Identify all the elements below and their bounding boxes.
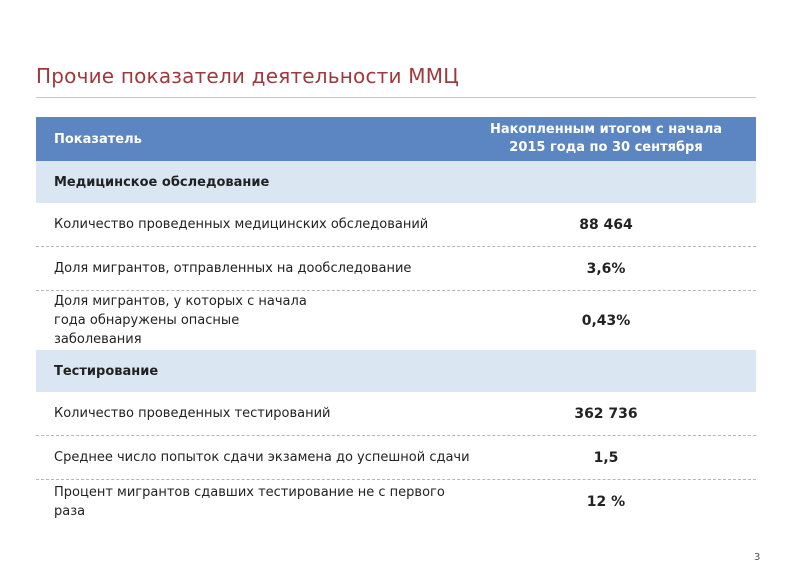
row-value: 88 464 <box>579 216 633 233</box>
table-row <box>36 392 756 436</box>
row-value: 1,5 <box>593 449 619 466</box>
header-indicator: Показатель <box>54 131 142 147</box>
table-row <box>36 480 756 523</box>
row-label: Количество проведенных медицинских обследований <box>54 217 429 232</box>
page-number: 3 <box>754 552 761 563</box>
row-value: 362 736 <box>574 405 638 422</box>
row-label: Количество проведенных тестирований <box>54 406 331 421</box>
header-cumulative: Накопленным итогом с начала 2015 года по 30 сентября <box>489 122 723 155</box>
row-value: 12 % <box>586 493 626 510</box>
section-medical: Медицинское обследование <box>36 161 756 203</box>
row-value: 0,43% <box>581 312 631 329</box>
table-row <box>36 436 756 480</box>
row-label: Доля мигрантов, отправленных на дообследование <box>54 261 412 276</box>
table-row <box>36 203 756 247</box>
title-divider <box>36 97 756 98</box>
row-label: Процент мигрантов сдавших тестирование не с первого раза <box>54 484 445 519</box>
table-row <box>36 291 756 350</box>
row-value: 3,6% <box>586 260 626 277</box>
row-label: Среднее число попыток сдачи экзамена до успешной сдачи <box>54 450 470 465</box>
row-label: Доля мигрантов, у которых с начала года обнаружены опасные заболевания <box>54 294 307 347</box>
table-header <box>36 117 756 161</box>
table-row <box>36 247 756 291</box>
slide-title: Прочие показатели деятельности ММЦ <box>36 64 459 88</box>
indicators-table <box>36 117 756 523</box>
section-testing: Тестирование <box>36 350 756 392</box>
